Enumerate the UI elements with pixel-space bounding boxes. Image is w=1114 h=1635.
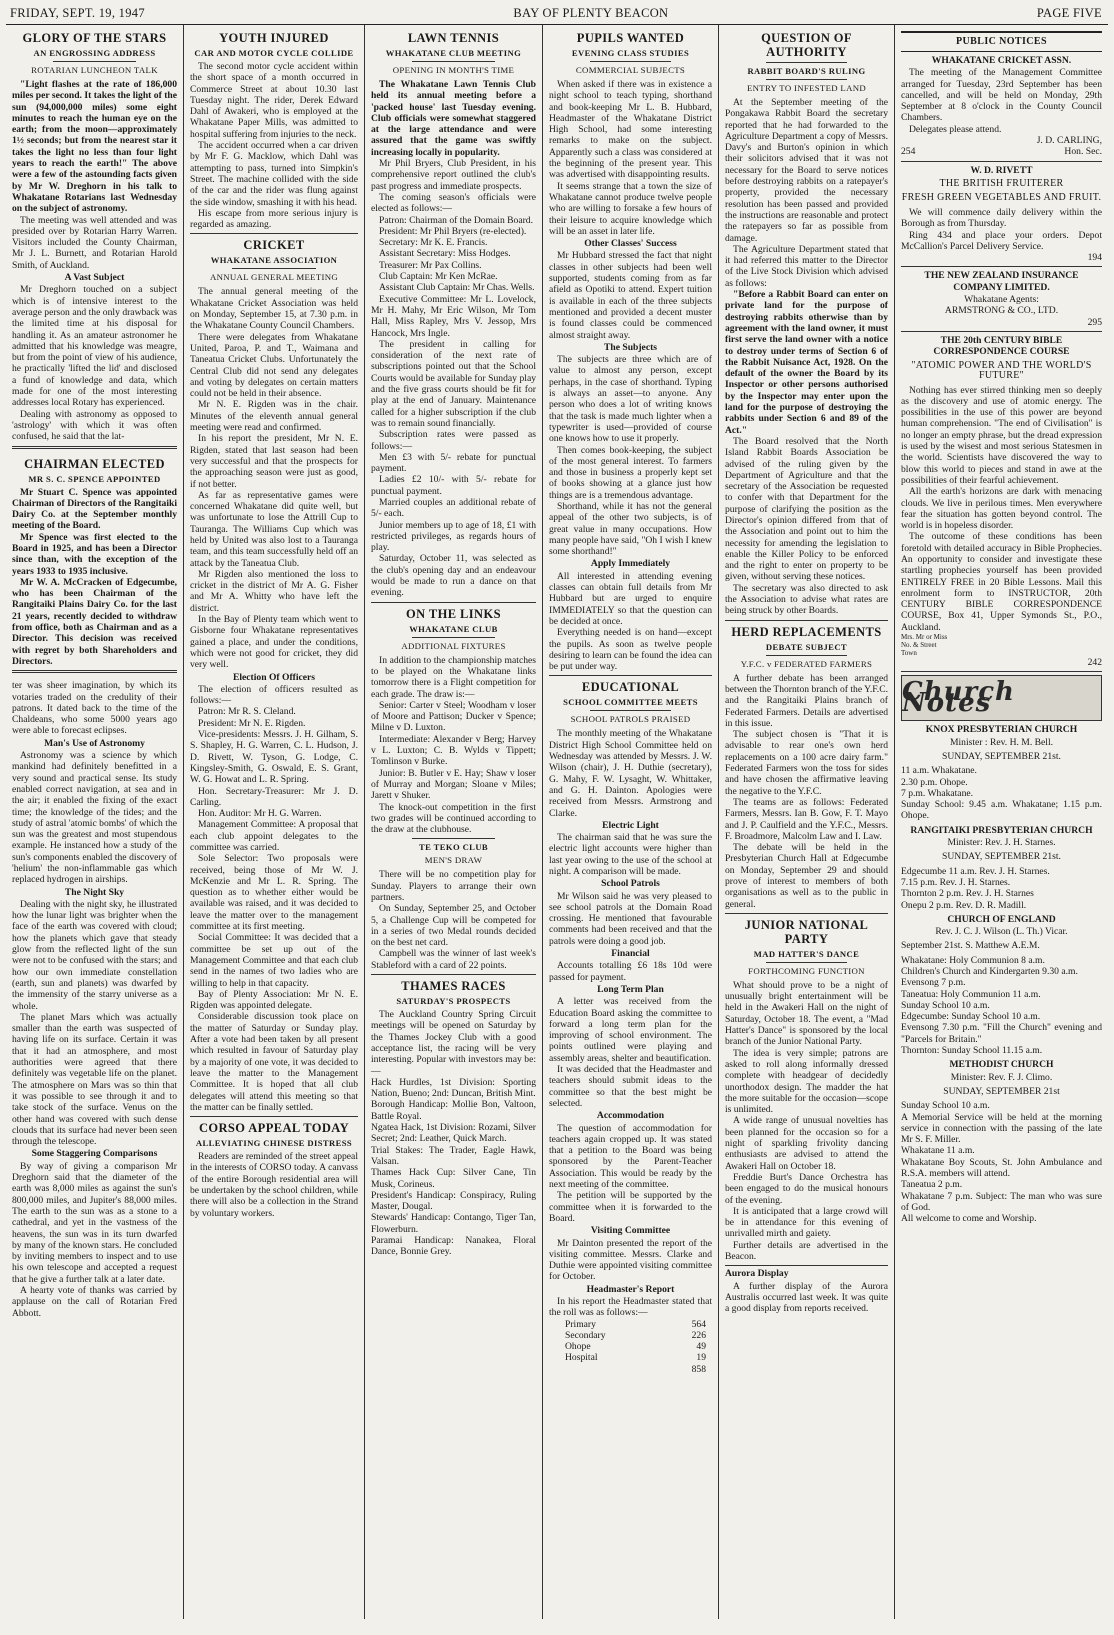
article-paragraph: Married couples an additional rebate of 5/- each.: [371, 496, 536, 520]
notice-body: Ring 434 and place your orders. Depot McCallion's Parcel Delivery Service.: [901, 229, 1102, 252]
service-line: Evensong 7.30 p.m. "Fill the Church" evening and "Parcels for Britain.": [901, 1022, 1102, 1045]
service-line: All welcome to come and Worship.: [901, 1213, 1037, 1225]
article-paragraph: It is anticipated that a large crowd will be in attendance for this evening of unrivalled mirth and gaiety.: [725, 1205, 888, 1240]
article-paragraph: Vice-presidents: Messrs. J. H. Gilham, S. S. Shapley, H. G. Warren, C. L. Hudson, J. D. Rivett, W. Tyson, G. Lodge, C. Kingsley-Smith, G. Oswald, E. S. Grant, W. G. Howat and L. R. Spring.: [190, 729, 358, 786]
notice-footer: [901, 146, 1102, 157]
article-paragraph: Campbell was the winner of last week's Stableford with a card of 22 points.: [371, 948, 536, 971]
service-line: Edgecumbe 11 a.m. Rev. J. H. Starnes.: [901, 865, 1050, 877]
article-paragraph: All interested in attending evening classes can obtain full details from Mr Hubbard but are urged to enquire IMMEDIATELY so that the question can be decided at once.: [549, 570, 712, 627]
article-paragraph: Hon. Secretary-Treasurer: Mr J. D. Carling.: [190, 785, 358, 808]
column-4: [543, 25, 719, 1619]
article-paragraph: Saturday, October 11, was selected as the club's opening day and an endeavour would be made to run a dance on that evening.: [371, 553, 536, 599]
article-paragraph: Treasurer: Mr Pax Collins.: [379, 259, 482, 271]
divider: [590, 61, 672, 62]
service-line: Taneatua 2 p.m.: [901, 1179, 963, 1191]
column-1: [6, 25, 184, 1619]
article-paragraph: Ladies £2 10/- with 5/- rebate for punctual payment.: [371, 474, 536, 497]
article-subhead: WHAKATANE ASSOCIATION: [210, 255, 338, 266]
roll-value: 19: [696, 1352, 706, 1364]
article-paragraph: The Board resolved that the North Island Rabbit Boards Association be advised of the ruling given by the Department of Agriculture and that the secretary of the Association be requested to confer with that Department for the purpose of clarifying the position as the Director's opinion differed from that of the Association and point out to him the necessity for amending the legislation to enable the Killer Policy to be enforced and the right to enter on property to be given, without serving these notices.: [725, 435, 888, 583]
article-subhead: ROTARIAN LUNCHEON TALK: [31, 65, 158, 75]
notice-signature-title: Hon. Sec.: [1064, 146, 1102, 158]
article-subhead: TE TEKO CLUB: [418, 842, 489, 853]
notice-body: The outcome of these conditions has been foretold with detailed accuracy in Bible Prophecies. An opportunity to consider and investigate these startling prophecies yourself has been provided ENTIRELY FREE in 20 Bible Lessons. Mail this enrolment form to INSTRUCTOR, 20th CENTURY BIBLE CORRESPONDENCE COURSE, Box 41, Upper Symonds St., P.O., Auckland.: [901, 531, 1102, 633]
article-subhead: MAD HATTER'S DANCE: [753, 948, 860, 959]
service-line: Onepu 2 p.m. Rev. D. R. Madill.: [901, 899, 1027, 911]
church-title: RANGITAIKI PRESBYTERIAN CHURCH: [910, 824, 1093, 836]
article-subhead: ALLEVIATING CHINESE DISTRESS: [195, 1138, 353, 1149]
roll-value: 858: [691, 1363, 706, 1375]
notice-body: Delegates please attend.: [909, 123, 1002, 135]
form-field-street: No. & Street: [901, 641, 937, 650]
article-paragraph: Borough Handicap: Mollie Bon, Valtoon, Battle Royal.: [371, 1099, 536, 1122]
article-paragraph: The question of accommodation for teachers again cropped up. It was stated that a petition to the Board was being sponsored by the Parent-Teacher Association. This would be ready by the next meeting of the committee.: [549, 1122, 712, 1191]
article-paragraph: Accounts totalling £6 18s 10d were passed for payment.: [549, 960, 712, 983]
article-paragraph: At the September meeting of the Pongakawa Rabbit Board the secretary reported that he had forwarded to the Agriculture Department a copy of Messrs. Davy's and Burton's opinion in which their solicitors advised that it was not necessary for the Board to serve notices before destroying rabbits on a ratepayer's property, provided the necessary resolution has been passed and provided the instructions are reasonable and protect the ratepayers so far as possible from damage.: [725, 97, 888, 244]
divider: [412, 637, 495, 638]
article-headline: CORSO APPEAL TODAY: [198, 1121, 350, 1136]
article-subhead: CAR AND MOTOR CYCLE COLLIDE: [194, 48, 354, 58]
roll-value: 49: [696, 1341, 706, 1353]
article-paragraph: Freddie Burt's Dance Orchestra has been engaged to do the musical honours of the evening.: [725, 1171, 888, 1206]
article-paragraph: Dealing with the night sky, he illustrated how the lunar light was brighter when the face of the earth was covered with cloud; how the planets which gave that steady glow from the reflected light of the sun were not to be confused with the stars; and how our own immediate constellation (earth, sun and planets) was dwarfed by the immensity of the starry universe as a whole.: [12, 898, 177, 1012]
church-minister: Minister: Rev. F. J. Climo.: [950, 1071, 1053, 1083]
article-paragraph: Assistant Secretary: Miss Hodges.: [379, 248, 511, 260]
article-paragraph: Mr Phil Bryers, Club President, in his comprehensive report outlined the club's past progress and immediate prospects.: [371, 158, 536, 192]
section-heading: Election Of Officers: [232, 671, 316, 683]
article-paragraph: Patron: Chairman of the Domain Board.: [379, 214, 534, 226]
article-paragraph: There will be no competition play for Sunday. Players to arrange their own partners.: [371, 869, 536, 903]
service-line: 11 a.m. Whakatane.: [901, 765, 977, 777]
article-paragraph: Social Committee: It was decided that a committee be set up out of the Management Committee and that each club send in the names of two ladies who are willing to help in that capacity.: [190, 932, 358, 989]
divider: [766, 62, 848, 63]
service-line: Whakatane Boy Scouts, St. John Ambulance and R.S.A. members will attend.: [901, 1156, 1102, 1180]
article-paragraph: The idea is very simple; patrons are asked to roll along informally dressed complete with headgear of decidedly unorthodox design. The madder the hat the more suitable for the occasion—scope is unlimited.: [725, 1047, 888, 1116]
roll-label: Primary: [565, 1318, 596, 1330]
notice-title: W. D. RIVETT: [970, 164, 1033, 176]
article-paragraph: Astronomy was a science by which mankind had definitely benefitted in a very sound and practical sense. Its study enabled correct navigation, at sea and in the air; it enabled the fixing of the exact time; the knowledge of the tides; and the study of astral 'atomic bombs' of which the sun was the greatest and most stupendous example. He instanced how a study of the sun's components enabled the discovery of 'helium' the non-inflammable gas which replaced hydrogen in airships.: [12, 750, 177, 886]
masthead-date: FRIDAY, SEPT. 19, 1947: [10, 6, 145, 20]
divider: [12, 670, 177, 677]
service-line: Thornton 2 p.m. Rev. J. H. Starnes: [901, 888, 1034, 900]
article-headline: JUNIOR NATIONAL PARTY: [744, 917, 869, 946]
church-title: KNOX PRESBYTERIAN CHURCH: [925, 724, 1078, 736]
article-paragraph: Assistant Club Captain: Mr Chas. Wells.: [379, 282, 535, 294]
article-paragraph: Mr Hubbard stressed the fact that night classes in other subjects had been well supported, students coming from as far afield as Opotiki to attend. Expert tuition is available in each of the three subjects mentioned and provided a decent muster is found classes could be commenced almost straight away.: [549, 250, 712, 341]
divider: [371, 599, 536, 603]
article-paragraph: Mr Dreghorn touched on a subject which is of intensive interest to the average person and the only drawback was the limited time at his disposal for handling it. As an amateur astronomer he admitted that his knowledge was meagre, but from the point of view of his audience, he practically 'lifted the lid' and disclosed a fund of knowledge and data, which made for one of the most interesting addresses local Rotary has experienced.: [12, 284, 177, 409]
article-subhead: SCHOOL PATROLS PRAISED: [570, 714, 691, 725]
roll-label: Secondary: [565, 1329, 606, 1341]
article-paragraph: Secretary: Mr K. E. Francis.: [379, 237, 488, 249]
article-paragraph: Everything needed is on hand—except the pupils. As soon as twelve people desiring to learn can be found the idea can be put under way.: [549, 627, 712, 673]
notice-body: Nothing has ever stirred thinking men so deeply as the discovery and use of atomic energy. The possibilities in the use of this power are beyond human comprehension. "The end of Civilisation" is no longer an empty phrase, but the dread expression is used by the wisest and most serious Statesmen in the world. Scientists have discovered the way to blow this world to pieces and stand in awe at the possibilities of their fearful achievement.: [901, 384, 1102, 486]
divider: [232, 268, 316, 269]
form-field-town: Town: [901, 649, 917, 658]
columns: [6, 25, 1108, 1619]
service-line: Children's Church and Kindergarten 9.30 a.m.: [901, 966, 1078, 977]
divider: [766, 655, 848, 656]
article-paragraph: As far as representative games were concerned Whakatane did quite well, but was unfortunate to lose the Attrill Cup to Tauranga. The Williams Cup which was held by United was also lost to a Tauranga team, and this team successfully held off an attack by the Taneatua Club.: [190, 489, 358, 569]
roll-value: 564: [691, 1318, 706, 1330]
article-paragraph: The president in calling for consideration of the next rate of subscriptions pointed out that the School Courts would be available for Sunday play and the five grass courts should be fit for play at the end of January. Maintenance called for a higher subscription if the club was to remain sound financially.: [371, 338, 536, 429]
article-paragraph: Bay of Plenty Association: Mr N. E. Rigden was appointed delegate.: [190, 988, 358, 1012]
roll-label: Ohope: [565, 1341, 591, 1353]
service-line: 7 p.m. Whakatane.: [901, 787, 974, 799]
article-paragraph: His escape from more serious injury is regarded as amazing.: [190, 207, 358, 231]
article-paragraph: "Light flashes at the rate of 186,000 miles per second. It takes the light of the sun (94,000,000 miles) some eight minutes to reach the human eye on the earth; from the moon—approximately 1½ seconds; but from the nearest star it takes the light no less than four light years to reach the earth!" The above were a few of the astounding facts given by Mr W. Dreghorn in his talk to Whakatane Rotarians last Wednesday on the subject of astronomy.: [12, 79, 177, 215]
article-paragraph: Senior: Carter v Steel; Woodham v loser of Moore and Pattison; Ducker v Spence; Milne v D. Luxton.: [371, 699, 536, 734]
article-paragraph: The knock-out competition in the first two grades will be continued according to the draw at the clubhouse.: [371, 801, 536, 836]
article-paragraph: It seems strange that a town the size of Whakatane cannot produce twelve people who are willing to forsake a few hours of their leisure to acquire knowledge which will be an asset in later life.: [549, 180, 712, 237]
article-paragraph: Trial Stakes: The Trader, Eagle Hawk, Valsan.: [371, 1144, 536, 1167]
article-headline: THAMES RACES: [401, 979, 506, 994]
article-paragraph: Men £3 with 5/- rebate for punctual payment.: [371, 451, 536, 475]
article-paragraph: Paramai Handicap: Nanakea, Floral Dance, Bonnie Grey.: [371, 1235, 536, 1258]
article-paragraph: The subject chosen is "That it is advisable to rear one's own herd replacements on a 100 acre dairy farm." Federated Farmers won the toss for sides and have chosen the affirmative leaving the negative to the Y.F.C.: [725, 729, 888, 797]
article-headline: HERD REPLACEMENTS: [731, 624, 882, 639]
service-line: Edgecumbe: Sunday School 10 a.m.: [901, 1011, 1041, 1023]
article-paragraph: In his report the president, Mr N. E. Rigden, stated that last season had been very successful and that the prospects for the approaching season were just as good, if not better.: [190, 433, 358, 490]
article-paragraph: There were delegates from Whakatane United, Paroa, P. and T., Waimana and Taneatua Cricket Clubs. Unfortunately the Central Club did not send any delegates and voting by delegates on certain matters could not be held in their absence.: [190, 331, 358, 400]
section-heading: Headmaster's Report: [586, 1283, 675, 1295]
church-title: CHURCH OF ENGLAND: [947, 913, 1056, 925]
article-subhead: WHAKATANE CLUB: [409, 623, 498, 634]
service-line: A Memorial Service will be held at the morning service in connection with the passing of the late Mr S. F. Miller.: [901, 1111, 1102, 1146]
article-subhead: ADDITIONAL FIXTURES: [401, 640, 506, 651]
article-subhead: ANNUAL GENERAL MEETING: [209, 272, 339, 283]
church-minister: Minister: Rev. J. H. Starnes.: [947, 837, 1056, 849]
service-line: 2.30 p.m. Ohope.: [901, 776, 968, 788]
notice-signature: J. D. CARLING,: [1036, 135, 1102, 147]
article-paragraph: Subscription rates were passed as follows:—: [371, 429, 536, 452]
notice-body: The meeting of the Management Committee arranged for Tuesday, 23rd September has been cancelled, and will be held on Monday, 29th September at 8 o'clock in the County Council Chambers.: [901, 67, 1102, 124]
section-heading: Visiting Committee: [590, 1225, 671, 1237]
notice-body: ARMSTRONG & CO., LTD.: [944, 305, 1059, 317]
divider: [725, 617, 888, 621]
church-title: METHODIST CHURCH: [949, 1059, 1054, 1071]
article-paragraph: Readers are reminded of the street appeal in the interests of CORSO today. A canvass of the entire Borough residential area will be undertaken by the school children, while there will also be a collection in the Strand by voluntary workers.: [190, 1151, 358, 1219]
roll-row: [549, 1330, 712, 1341]
divider: [12, 446, 177, 453]
article-paragraph: Sole Selector: Two proposals were received, being those of Mr W. J. McKenzie and Mr L. R. Spring. The question as to whether either would be available was raised, and it was decided to leave the matter over to the management committee at its first meeting.: [190, 853, 358, 933]
article-paragraph: Junior: B. Butler v E. Hay; Shaw v loser of Murray and Morgan; Sloane v Miles; Jarett v Shuker.: [371, 767, 536, 802]
article-headline: PUPILS WANTED: [576, 31, 685, 45]
notice-title: WHAKATANE CRICKET ASSN.: [931, 55, 1072, 66]
masthead-page: PAGE FIVE: [1036, 6, 1102, 20]
section-heading: Long Term Plan: [597, 983, 664, 995]
article-paragraph: In his report the Headmaster stated that the roll was as follows:—: [549, 1295, 712, 1319]
article-paragraph: The annual general meeting of the Whakatane Cricket Association was held on Monday, September 15, at 7.30 p.m. in the Whakatane County Council Chambers.: [190, 286, 358, 332]
article-paragraph: Considerable discussion took place on the matter of Saturday or Sunday play. After a vote had been taken by all present which resulted in favour of Saturday play by a majority of one vote, it was decided to leave the matter to the Management Committee. It is hoped that all club delegates will attend this meeting so that the matter can be finally settled.: [190, 1011, 358, 1113]
article-subhead: MR S. C. SPENCE APPOINTED: [28, 473, 161, 484]
article-subhead: FORTHCOMING FUNCTION: [748, 965, 865, 976]
article-subhead: WHAKATANE CLUB MEETING: [385, 48, 522, 58]
notice-number: 254: [901, 146, 916, 158]
section-heading: Electric Light: [602, 819, 659, 831]
article-paragraph: In the Bay of Plenty team which went to Gisborne four Whakatane representatives gained a place, and under the conditions, which were not good for cricket, they did very well.: [190, 614, 358, 671]
article-paragraph: "Before a Rabbit Board can enter on private land for the purpose of destroying rabbits otherwise than by agreement with the land owner, it must first serve the land owner with a notice to destroy under terms of Section 6 of the Rabbit Nuisance Act, 1928. On the default of the owner the Board by its Inspector or other persons authorised by the Inspector may enter upon the land for the purpose of destroying the rabbits under Section 6 and 89 of the Act.": [725, 289, 888, 436]
article-paragraph: In addition to the championship matches to be played on the Whakatane links tomorrow there is a Flight competition for each grade. The draw is:—: [371, 654, 536, 700]
article-headline: QUESTION OF AUTHORITY: [761, 31, 852, 59]
notice-subtitle: "ATOMIC POWER AND THE WORLD'S FUTURE": [911, 359, 1092, 381]
divider: [190, 1113, 358, 1117]
article-subhead: SCHOOL COMMITTEE MEETS: [563, 697, 698, 708]
article-paragraph: The secretary was also directed to ask the Association to advise what rates are being struck by other Boards.: [725, 582, 888, 617]
article-paragraph: Hon. Auditor: Mr H. G. Warren.: [198, 808, 322, 820]
column-5: [719, 25, 895, 1619]
article-paragraph: What should prove to be a night of unusually bright entertainment will be held in the Awakeri Hall on the night of Saturday, October 18. The event, a "Mad Hatter's Dance" is sponsored by the local branch of the Junior National Party.: [725, 979, 888, 1048]
section-heading: Some Staggering Comparisons: [31, 1148, 158, 1160]
church-minister: Minister : Rev. H. M. Bell.: [949, 736, 1054, 748]
masthead: [6, 6, 1108, 25]
service-line: Thornton: Sunday School 11.15 a.m.: [901, 1045, 1043, 1057]
divider: [371, 971, 536, 975]
column-2: [184, 25, 365, 1619]
section-heading: A Vast Subject: [64, 272, 125, 284]
article-paragraph: Mr Wilson said he was very pleased to see school patrols at the Domain Road crossing. He mentioned that favourable comments had been received and that the patrols were doing a good job.: [549, 890, 712, 947]
service-line: 7.15 p.m. Rev. J. H. Starnes.: [901, 876, 1011, 888]
divider: [590, 710, 672, 711]
notice-number: 194: [1087, 252, 1102, 264]
service-line: Sunday School 10 a.m.: [901, 1100, 990, 1112]
masthead-paper: BAY OF PLENTY BEACON: [513, 6, 669, 20]
article-subhead: DEBATE SUBJECT: [765, 641, 848, 652]
article-paragraph: It was decided that the Headmaster and teachers should submit ideas to the committee so that the best might be selected.: [549, 1064, 712, 1109]
article-subhead: Y.F.C. v FEDERATED FARMERS: [740, 658, 873, 669]
section-heading: The Night Sky: [64, 886, 125, 898]
article-paragraph: Dealing with astronomy as opposed to 'astrology' with which it was often confused, he said that the lat-: [12, 408, 177, 443]
article-subhead: OPENING IN MONTH'S TIME: [392, 65, 515, 75]
article-paragraph: Intermediate: Alexander v Berg; Harvey v L. Luxton; C. B. Wylds v Tippett; Tomlinson v Burke.: [371, 733, 536, 768]
article-paragraph: A letter was received from the Education Board asking the committee to forward a long term plan for the improving of school environment. The points outlined were playing and assembly areas, shelter and beautification.: [549, 996, 712, 1064]
article-paragraph: Mr Stuart C. Spence was appointed Chairman of Directors of the Rangitaiki Dairy Co. at the September monthly meeting of the Board.: [12, 486, 177, 532]
notice-title: THE NEW ZEALAND INSURANCE COMPANY LIMITED.: [924, 270, 1079, 293]
article-paragraph: Hack Hurdles, 1st Division: Sporting Nation, Bueno; 2nd: Duncan, British Mint.: [371, 1076, 536, 1100]
divider: [725, 1262, 888, 1266]
newspaper-page: [6, 6, 1108, 1623]
divider: [766, 79, 848, 80]
article-paragraph: Stewards' Handicap: Contango, Tiger Tan, Flowerburn.: [371, 1212, 536, 1235]
roll-value: 226: [691, 1329, 706, 1341]
service-line: Whakatane 11 a.m.: [901, 1145, 975, 1157]
roll-row: [549, 1352, 712, 1363]
article-paragraph: The Whakatane Lawn Tennis Club held its annual meeting before a 'packed house' last Tuesday evening. Club officials were somewhat staggered at the large attendance and were assured that the game was swiftly increasing locally in popularity.: [371, 79, 536, 158]
notice-subtitle: FRESH GREEN VEGETABLES AND FRUIT.: [901, 191, 1102, 203]
roll-row: [549, 1319, 712, 1330]
article-subhead: EVENING CLASS STUDIES: [571, 48, 690, 58]
section-heading: Man's Use of Astronomy: [44, 737, 145, 749]
roll-table: [549, 1319, 712, 1375]
roll-label: Hospital: [565, 1352, 598, 1364]
article-paragraph: Mr W. A. McCracken of Edgecumbe, who has been Chairman of the Rangitaiki Plains Dairy Co. for the last 21 years, recently decided to withdraw from office, both as Chairman and as a Director. This decision was received with regret by both Shareholders and Directors.: [12, 576, 177, 667]
article-paragraph: The planet Mars which was actually smaller than the earth was suspected of having life on its surface. Certain it was that it had an atmosphere, and most authorities were agreed that there definitely was vegetable life on the planet. The atmosphere on Mars was so thin that it was possible to see through it and to take stock of the surface. Venus on the other hand was covered with such dense clouds that its surface had never been seen through the telescope.: [12, 1011, 177, 1148]
article-paragraph: The debate will be held in the Presbyterian Church Hall at Edgecumbe on Monday, September 29 and should prove of interest to members of both organisations as well as to the public in general.: [725, 842, 888, 910]
article-subhead: SATURDAY'S PROSPECTS: [396, 996, 511, 1007]
banner-title: Church Notes: [902, 677, 1015, 719]
church-date: SUNDAY, SEPTEMBER 21st.: [942, 851, 1061, 863]
article-paragraph: The accident occurred when a car driven by Mr F. G. Macklow, which Dahl was attempting to pass, turned into Simpkin's Street. The machine collided with the side of the car and the rider was flung against the side window, smashing it with his head.: [190, 140, 358, 208]
article-subhead: MEN'S DRAW: [424, 855, 483, 866]
section-heading: Other Classes' Success: [584, 238, 677, 250]
article-headline: ON THE LINKS: [406, 606, 501, 621]
form-field-name: Mrs. Mr or Miss: [901, 633, 948, 642]
article-paragraph: The meeting was well attended and was presided over by Rotarian Harry Warren. Visitors included the County Chairman, Mr J. L. Burnett, and Rotarian Harold Smith, of Auckland.: [12, 214, 177, 271]
divider: [412, 61, 495, 62]
article-headline: YOUTH INJURED: [219, 31, 329, 45]
section-heading: The Subjects: [603, 341, 658, 353]
church-date: SUNDAY, SEPTEMBER 21st: [943, 1085, 1060, 1097]
article-paragraph: Ngatea Hack, 1st Division: Rozami, Silver Secret; 2nd: Leather, Quick March.: [371, 1122, 536, 1145]
section-heading: Accommodation: [596, 1110, 665, 1122]
notice-bible-course: [901, 335, 1102, 672]
divider: [549, 672, 712, 676]
article-paragraph: A wide range of unusual novelties has been planned for the occasion so for a night of sparkling frivolity dancing enthusiasts are advised to attend the Awakeri Hall on October 18.: [725, 1115, 888, 1172]
divider: [412, 838, 495, 839]
article-subhead: RABBIT BOARD'S RULING: [747, 66, 866, 76]
article-paragraph: Thames Hack Cup: Silver Cane, Tin Musk, Corineus.: [371, 1167, 536, 1190]
article-paragraph: Patron: Mr R. S. Cleland.: [198, 706, 296, 718]
service-line: Evensong 7 p.m.: [901, 977, 966, 989]
service-line: Sunday School: 9.45 a.m. Whakatane; 1.15 p.m. Ohope.: [901, 799, 1102, 822]
notice-body: We will commence daily delivery within the Borough as from Thursday.: [901, 206, 1102, 230]
article-paragraph: ter was sheer imagination, by which its votaries traded on the credulity of their patrons. It dated back to the time of the Chaldeans, who some 5000 years ago were able to forecast eclipses.: [12, 680, 177, 737]
article-headline: CRICKET: [243, 238, 305, 253]
column-3: [365, 25, 543, 1619]
service-line: Taneatua: Holy Communion 11 a.m.: [901, 988, 1041, 1000]
article-paragraph: The teams are as follows: Federated Farmers, Messrs. Ian B. Gow, F. T. Mayo and J. P. Caulfield and the Y.F.C., Messrs. F. Broadmore, Malcolm Law and I. Law.: [725, 796, 888, 842]
article-paragraph: By way of giving a comparison Mr Dreghorn said that the diameter of the earth was 8,000 miles as against the sun's 800,000 miles, and Jupiter's 88,000 miles. The earth to the sun was as a stone to a cathedral, and yet in the vastness of the heavens, the sun was in its turn dwarfed by many of the known stars. He concluded by inviting members to inspect and to use his own telescope and accepted a request that he give a further talk at a later date.: [12, 1160, 177, 1285]
notice-body: All the earth's horizons are dark with menacing clouds. We live in perilous times. Men everywhere fear the situation has gotten beyond control. The world is in hopeless disorder.: [901, 486, 1102, 532]
article-paragraph: Junior members up to age of 18, £1 with restricted privileges, as regards hours of play.: [371, 519, 536, 554]
section-heading: Apply Immediately: [590, 558, 671, 570]
article-subhead: AN ENGROSSING ADDRESS: [33, 48, 156, 58]
notice-number: 295: [1087, 316, 1102, 328]
section-heading: Financial: [611, 948, 650, 960]
notice-body: Whakatane Agents:: [964, 294, 1039, 306]
section-heading: Aurora Display: [725, 1268, 789, 1280]
article-paragraph: Mr Spence was first elected to the Board in 1925, and has been a Director since than, with the exception of the years 1933 to 1935 inclusive.: [12, 531, 177, 577]
notice-fruiterer: [901, 165, 1102, 268]
article-paragraph: Then comes book-keeping, the subject of the most general interest. To farmers and those in business a properly kept set of books showing at a glance just how things are is a tremendous advantage.: [549, 444, 712, 501]
service-line: Whakatane 7 p.m. Subject: The man who was sure of God.: [901, 1190, 1102, 1213]
section-title: PUBLIC NOTICES: [901, 31, 1102, 52]
column-6: [895, 25, 1108, 1619]
article-paragraph: A further debate has been arranged between the Thornton branch of the Y.F.C. and the Rangitaiki Plains branch of Federated Farmers. Details are advertised in this issue.: [725, 672, 888, 729]
article-paragraph: President's Handicap: Conspiracy, Ruling Master, Dougal.: [371, 1189, 536, 1213]
church-minister: Rev. J. C. J. Wilson (L. Th.) Vicar.: [935, 926, 1068, 938]
article-paragraph: Mr Dainton presented the report of the visiting committee. Messrs. Clarke and Duthie were appointed visiting committee for October.: [549, 1237, 712, 1283]
article-paragraph: The petition will be supported by the committee when it is forwarded to the Board.: [549, 1190, 712, 1224]
service-line: Whakatane: Holy Communion 8 a.m.: [901, 954, 1045, 966]
article-paragraph: The Auckland Country Spring Circuit meetings will be opened on Saturday by the Thames Jockey Club with a good acceptance list, the racing will be very interesting. Popular with investors may be:—: [371, 1009, 536, 1077]
divider: [190, 230, 358, 234]
article-paragraph: When asked if there was in existence a night school to teach typing, shorthand and book-keeping Mr L. B. Hubbard, Headmaster of the Whakatane District High School, had some interesting remarks to make on the subject. Apparently such a class was considered at the beginning of the present year. This was advertised with disappointing results.: [549, 79, 712, 181]
article-paragraph: A hearty vote of thanks was carried by applause on the call of Rotarian Fred Abbott.: [12, 1284, 177, 1319]
article-paragraph: The coming season's officials were elected as follows:—: [371, 191, 536, 215]
notice-title: THE 20th CENTURY BIBLE CORRESPONDENCE COURSE: [933, 334, 1070, 358]
article-paragraph: President: Mr Phil Bryers (re-elected).: [379, 225, 527, 237]
article-paragraph: The Agriculture Department stated that it had referred this matter to the Director of the Live Stock Division which advised as follows:: [725, 243, 888, 289]
article-paragraph: Management Committee: A proposal that each club appoint delegates to the committee was carried.: [190, 819, 358, 853]
article-paragraph: Further details are advertised in the Beacon.: [725, 1239, 888, 1263]
article-paragraph: The election of officers resulted as follows:—: [190, 683, 358, 707]
article-headline: CHAIRMAN ELECTED: [24, 456, 165, 471]
article-paragraph: President: Mr N. E. Rigden.: [198, 717, 306, 729]
article-paragraph: A further display of the Aurora Australis occurred last week. It was quite a good display from reports received.: [725, 1280, 888, 1315]
article-paragraph: The second motor cycle accident within the short space of a month occurred in Commerce Street at about 10.30 last Tuesday night. The rider, Derek Edward Dahl of Awakeri, who is employed at the Whakatane Paper Mills, was admitted to hospital suffering from injuries to the neck.: [190, 61, 358, 140]
church-date: September 21st. S. Matthew A.E.M.: [901, 940, 1040, 952]
article-paragraph: The subjects are three which are of value to almost any person, except perhaps, in the case of shorthand. Typing is always an asset—to anyone. Any person who does a lot of writing knows that the task is made much lighter when a typewriter is used—provided of course one knows how to use it properly.: [549, 354, 712, 445]
notice-subtitle: THE BRITISH FRUITERER: [939, 177, 1064, 189]
article-paragraph: Executive Committee: Mr L. Lovelock, Mr H. Mahy, Mr Eric Wilson, Mr Tom Hall, Miss Rapley, Mrs V. Jessop, Mrs Hancock, Mrs Ingle.: [371, 293, 536, 339]
divider: [53, 61, 136, 62]
section-heading: School Patrols: [601, 878, 660, 890]
article-paragraph: The chairman said that he was sure the electric light accounts were higher than last year owing to the use of the school at night. A comparison will be made.: [549, 832, 712, 877]
article-paragraph: On Sunday, September 25, and October 5, a Challenge Cup will be competed for in a series of two Medal rounds decided on the best net card.: [371, 903, 536, 949]
article-subhead: ENTRY TO INFESTED LAND: [746, 83, 867, 93]
article-paragraph: Shorthand, while it has not the general appeal of the other two subjects, is of great value in many occupations. How many people have said, "Oh I wish I knew some shorthand!": [549, 500, 712, 558]
article-headline: EDUCATIONAL: [581, 680, 680, 695]
roll-row: [549, 1341, 712, 1352]
church-date: SUNDAY, SEPTEMBER 21st.: [942, 750, 1061, 762]
article-headline: GLORY OF THE STARS: [22, 31, 167, 45]
service-line: Sunday School 10 a.m.: [901, 999, 990, 1011]
article-paragraph: Club Captain: Mr Ken McRae.: [379, 271, 498, 283]
article-paragraph: Mr Rigden also mentioned the loss to cricket in the district of Mr A. G. Fisher and Mr A. Whitty who have left the district.: [190, 568, 358, 614]
article-headline: LAWN TENNIS: [407, 31, 500, 45]
notice-insurance: [901, 270, 1102, 331]
roll-row: [549, 1364, 712, 1375]
article-subhead: COMMERCIAL SUBJECTS: [575, 65, 686, 75]
divider: [766, 962, 848, 963]
notice-cricket: [901, 55, 1102, 162]
article-paragraph: The monthly meeting of the Whakatane District High School Committee held on Wednesday was attended by Messrs. J. W. Wilson (chair), J. H. Duthie (secretary), G. Mahy, F. W. Lysaght, W. Whittaker, and G. H. Dainton. Apologies were received from Messrs. Armstrong and Clarke.: [549, 728, 712, 819]
notice-number: 242: [1087, 657, 1102, 669]
divider: [725, 910, 888, 914]
article-paragraph: Mr N. E. Rigden was in the chair. Minutes of the eleventh annual general meeting were read and confirmed.: [190, 399, 358, 434]
church-notes-banner: [901, 675, 1102, 721]
